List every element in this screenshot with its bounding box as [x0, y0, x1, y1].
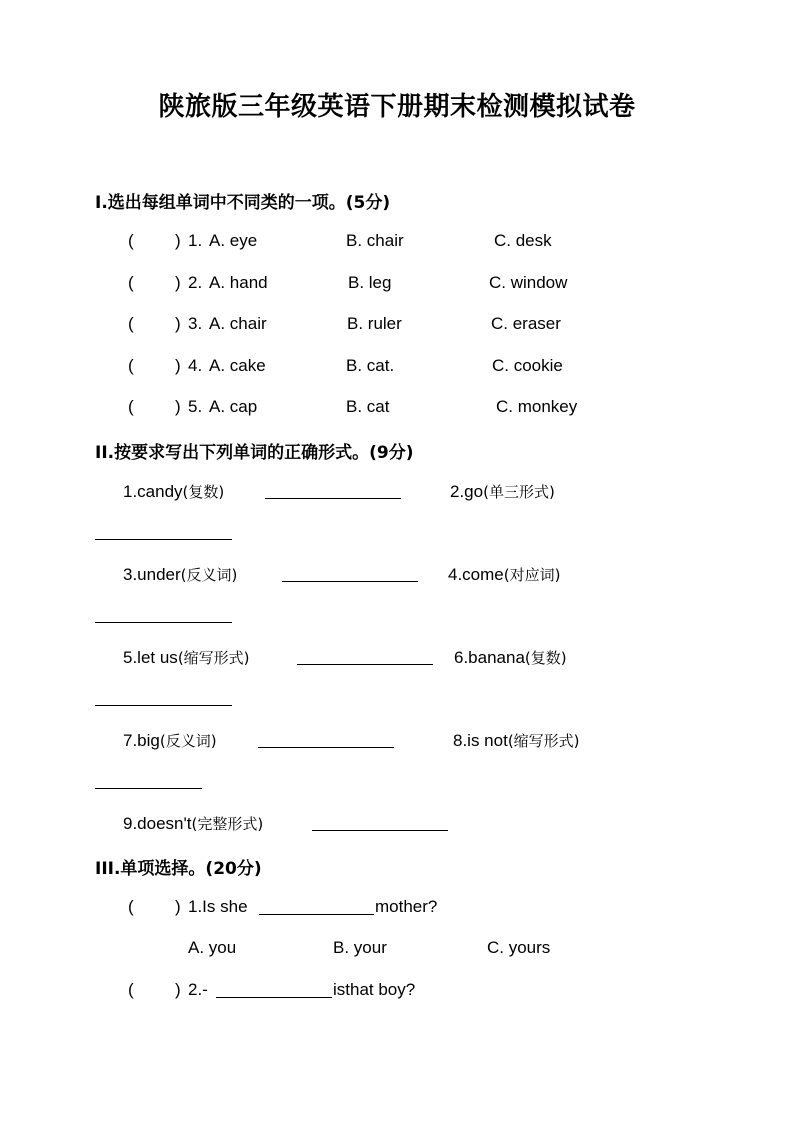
question-number: 5. — [188, 397, 203, 416]
word-hint: (反义词) — [180, 566, 238, 584]
word-text: 4.come — [448, 565, 504, 584]
option-b: B. ruler — [347, 314, 402, 333]
section-1-heading-text: I.选出每组单词中不同类的一项。(5分) — [95, 193, 391, 213]
question-number: 3. — [188, 314, 203, 333]
answer-blank[interactable] — [297, 648, 433, 665]
word-hint: (复数) — [182, 483, 225, 501]
word-hint: (反义词) — [159, 732, 217, 750]
question-stem-end: mother? — [375, 897, 438, 916]
word-item — [448, 564, 560, 585]
section-3-heading-text: III.单项选择。(20分) — [95, 859, 262, 879]
word-item — [450, 481, 555, 502]
answer-paren-open: ( — [128, 273, 134, 292]
question-number: 1. — [188, 231, 203, 250]
option-b: B. your — [333, 938, 387, 957]
question-stem: 2.- — [188, 980, 208, 999]
answer-paren-close: ) — [175, 897, 181, 916]
word-item — [123, 730, 217, 751]
answer-blank[interactable] — [95, 539, 232, 540]
word-text: 6.banana — [454, 648, 525, 667]
word-item — [453, 730, 580, 751]
answer-blank[interactable] — [216, 981, 332, 998]
option-c: C. eraser — [491, 314, 561, 333]
answer-paren-open: ( — [128, 397, 134, 416]
section-2-heading-text: II.按要求写出下列单词的正确形式。(9分) — [95, 443, 414, 463]
answer-blank[interactable] — [95, 622, 232, 623]
word-item — [123, 481, 224, 502]
answer-paren-close: ) — [175, 314, 181, 333]
option-c: C. monkey — [496, 397, 578, 416]
option-a: A. you — [188, 938, 237, 957]
question-number: 2. — [188, 273, 203, 292]
option-c: C. yours — [487, 938, 551, 957]
section-2-heading — [95, 438, 413, 463]
option-a: A. chair — [209, 314, 267, 333]
page-title: 陕旅版三年级英语下册期末检测模拟试卷 — [158, 92, 636, 122]
answer-blank[interactable] — [95, 788, 202, 789]
answer-paren-open: ( — [128, 314, 134, 333]
answer-blank[interactable] — [95, 705, 232, 706]
word-hint: (单三形式) — [483, 483, 555, 501]
section-1-heading — [95, 188, 390, 213]
answer-blank[interactable] — [312, 814, 448, 831]
answer-blank[interactable] — [258, 731, 394, 748]
answer-paren-close: ) — [175, 231, 181, 250]
word-hint: (缩写形式) — [507, 732, 580, 750]
answer-paren-open: ( — [128, 356, 134, 375]
word-hint: (复数) — [524, 649, 567, 667]
question-number: 4. — [188, 356, 203, 375]
word-text: 2.go — [450, 482, 484, 501]
option-c: C. cookie — [492, 356, 563, 375]
option-b: B. cat. — [346, 356, 395, 375]
answer-paren-open: ( — [128, 897, 134, 916]
section-3-heading — [95, 854, 262, 879]
answer-blank[interactable] — [265, 482, 401, 499]
answer-blank[interactable] — [259, 898, 374, 915]
answer-paren-close: ) — [175, 273, 181, 292]
answer-paren-open: ( — [128, 980, 134, 999]
word-text: 8.is not — [453, 731, 508, 750]
option-a: A. eye — [209, 231, 258, 250]
word-item — [123, 813, 263, 834]
word-item — [123, 564, 237, 585]
word-text: 1.candy — [123, 482, 183, 501]
word-text: 3.under — [123, 565, 181, 584]
word-hint: (对应词) — [503, 566, 561, 584]
word-text: 9.doesn't — [123, 814, 192, 833]
question-stem: 1.Is she — [188, 897, 248, 916]
option-c: C. desk — [494, 231, 552, 250]
word-item — [454, 647, 567, 668]
option-a: A. hand — [209, 273, 268, 292]
answer-blank[interactable] — [282, 565, 418, 582]
option-b: B. cat — [346, 397, 390, 416]
word-hint: (缩写形式) — [177, 649, 250, 667]
word-hint: (完整形式) — [191, 815, 264, 833]
word-item — [123, 647, 250, 668]
option-c: C. window — [489, 273, 568, 292]
answer-paren-open: ( — [128, 231, 134, 250]
word-text: 5.let us — [123, 648, 178, 667]
option-a: A. cap — [209, 397, 258, 416]
answer-paren-close: ) — [175, 397, 181, 416]
option-a: A. cake — [209, 356, 266, 375]
question-stem-end: isthat boy? — [333, 980, 416, 999]
option-b: B. chair — [346, 231, 404, 250]
word-text: 7.big — [123, 731, 160, 750]
option-b: B. leg — [348, 273, 392, 292]
answer-paren-close: ) — [175, 980, 181, 999]
answer-paren-close: ) — [175, 356, 181, 375]
